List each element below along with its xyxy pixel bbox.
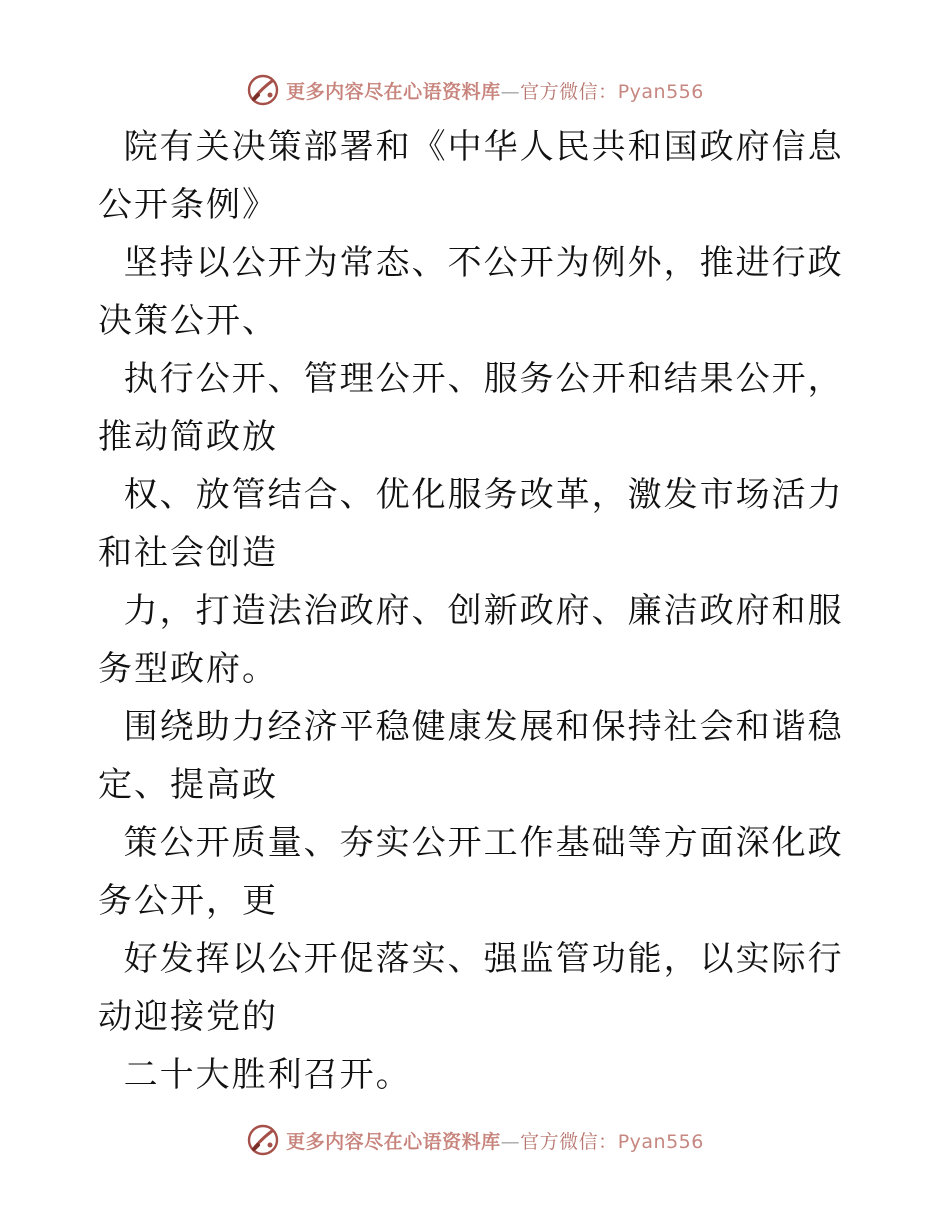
banner-label: 官方微信： (520, 80, 618, 103)
brush-logo-icon (246, 73, 280, 107)
document-body (98, 118, 858, 1104)
paragraph: 二十大胜利召开。 (98, 1055, 412, 1095)
banner-brand: 更多内容尽在心语资料库 (286, 80, 501, 103)
banner-text (286, 1127, 704, 1154)
paragraph: 坚持以公开为常态、不公开为例外，推进行政决策公开、 (98, 243, 844, 341)
banner-brand: 更多内容尽在心语资料库 (286, 1130, 501, 1153)
paragraph: 围绕助力经济平稳健康发展和保持社会和谐稳定、提高政 (98, 707, 844, 805)
paragraph: 院有关决策部署和《中华人民共和国政府信息公开条例》 (98, 127, 844, 225)
paragraph: 权、放管结合、优化服务改革，激发市场活力和社会创造 (98, 475, 844, 573)
footer-banner (0, 1120, 950, 1160)
paragraph: 好发挥以公开促落实、强监管功能，以实际行动迎接党的 (98, 939, 844, 1037)
paragraph: 策公开质量、夯实公开工作基础等方面深化政务公开，更 (98, 823, 844, 921)
banner-label: 官方微信： (520, 1130, 618, 1153)
banner-wechat-id: Pyan556 (617, 80, 704, 103)
banner-separator: — (500, 1130, 521, 1153)
paragraph: 执行公开、管理公开、服务公开和结果公开，推动简政放 (98, 359, 844, 457)
banner-wechat-id: Pyan556 (617, 1130, 704, 1153)
banner-text (286, 77, 704, 104)
header-banner (0, 70, 950, 110)
paragraph: 力，打造法治政府、创新政府、廉洁政府和服务型政府。 (98, 591, 844, 689)
banner-separator: — (500, 80, 521, 103)
brush-logo-icon (246, 1123, 280, 1157)
